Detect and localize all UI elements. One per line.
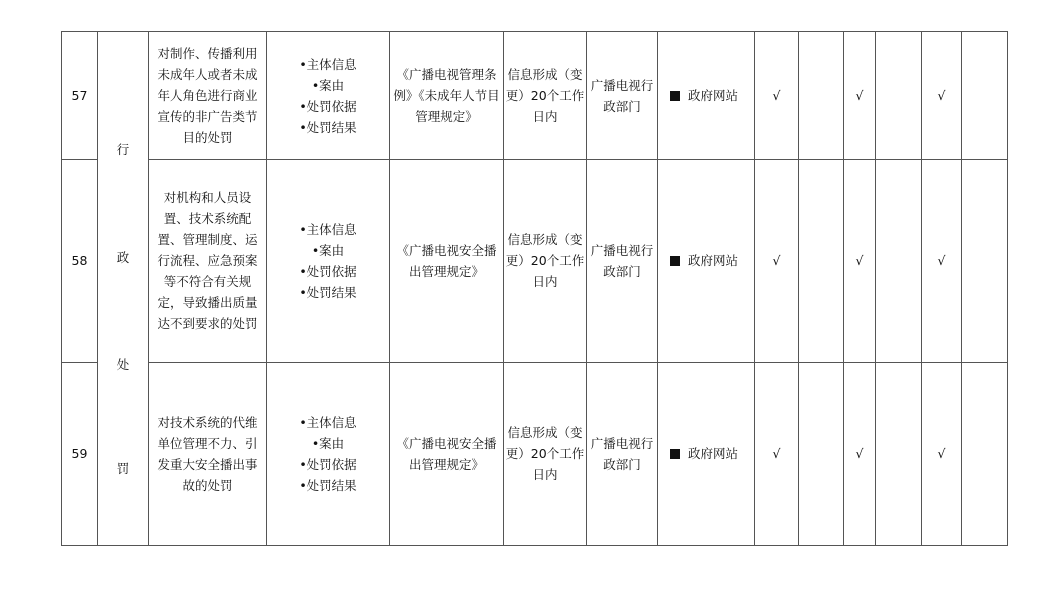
row-number: 57 [62,32,98,160]
category-char: 罚 [116,461,130,476]
table-row [62,160,1008,362]
basis-cell: 《广播电视管理条例》《未成年人节目管理规定》 [390,32,504,160]
content-cell [267,32,390,160]
content-item: •处罚结果 [299,119,357,135]
timing-cell: 信息形成（变更）20个工作日内 [504,160,587,362]
matter-cell: 对制作、传播利用未成年人或者未成年人角色进行商业宣传的非广告类节目的处罚 [149,32,267,160]
content-item: •主体信息 [299,56,357,72]
content-item: •案由 [311,435,345,451]
row-number: 59 [62,362,98,545]
disclosure-table [61,31,1008,546]
category-char: 处 [116,357,130,372]
channel-cell [658,32,755,160]
table-row [62,362,1008,545]
channel-cell [658,160,755,362]
empty-cell [876,160,922,362]
content-item: •处罚依据 [299,456,357,472]
empty-cell [799,362,844,545]
row-number: 58 [62,160,98,362]
table-row [62,32,1008,160]
square-icon [670,256,680,266]
matter-cell: 对机构和人员设置、技术系统配置、管理制度、运行流程、应急预案等不符合有关规定，导致播出质量达不到要求的处罚 [149,160,267,362]
content-item: •处罚依据 [299,263,357,279]
check-cell: √ [755,32,799,160]
check-cell: √ [844,32,876,160]
timing-cell: 信息形成（变更）20个工作日内 [504,362,587,545]
content-item: •主体信息 [299,414,357,430]
square-icon [670,91,680,101]
empty-cell [962,362,1008,545]
timing-cell: 信息形成（变更）20个工作日内 [504,32,587,160]
content-item: •处罚依据 [299,98,357,114]
check-cell: √ [922,160,962,362]
subject-cell: 广播电视行政部门 [587,160,658,362]
channel-label: 政府网站 [688,88,739,104]
empty-cell [962,160,1008,362]
channel-label: 政府网站 [688,253,739,269]
subject-cell: 广播电视行政部门 [587,362,658,545]
category-char: 政 [116,250,130,265]
matter-cell: 对技术系统的代维单位管理不力、引发重大安全播出事故的处罚 [149,362,267,545]
category-char: 行 [116,142,130,157]
content-item: •案由 [311,77,345,93]
check-cell: √ [922,362,962,545]
check-cell: √ [922,32,962,160]
content-item: •案由 [311,242,345,258]
basis-cell: 《广播电视安全播出管理规定》 [390,160,504,362]
subject-cell: 广播电视行政部门 [587,32,658,160]
empty-cell [799,160,844,362]
category-label [98,32,148,545]
content-cell [267,160,390,362]
check-cell: √ [755,160,799,362]
empty-cell [876,32,922,160]
check-cell: √ [844,160,876,362]
content-item: •处罚结果 [299,477,357,493]
channel-label: 政府网站 [688,446,739,462]
check-cell: √ [755,362,799,545]
content-item: •主体信息 [299,221,357,237]
content-item: •处罚结果 [299,284,357,300]
empty-cell [799,32,844,160]
category-cell [98,32,149,546]
empty-cell [876,362,922,545]
channel-cell [658,362,755,545]
basis-cell: 《广播电视安全播出管理规定》 [390,362,504,545]
empty-cell [962,32,1008,160]
square-icon [670,449,680,459]
check-cell: √ [844,362,876,545]
content-cell [267,362,390,545]
